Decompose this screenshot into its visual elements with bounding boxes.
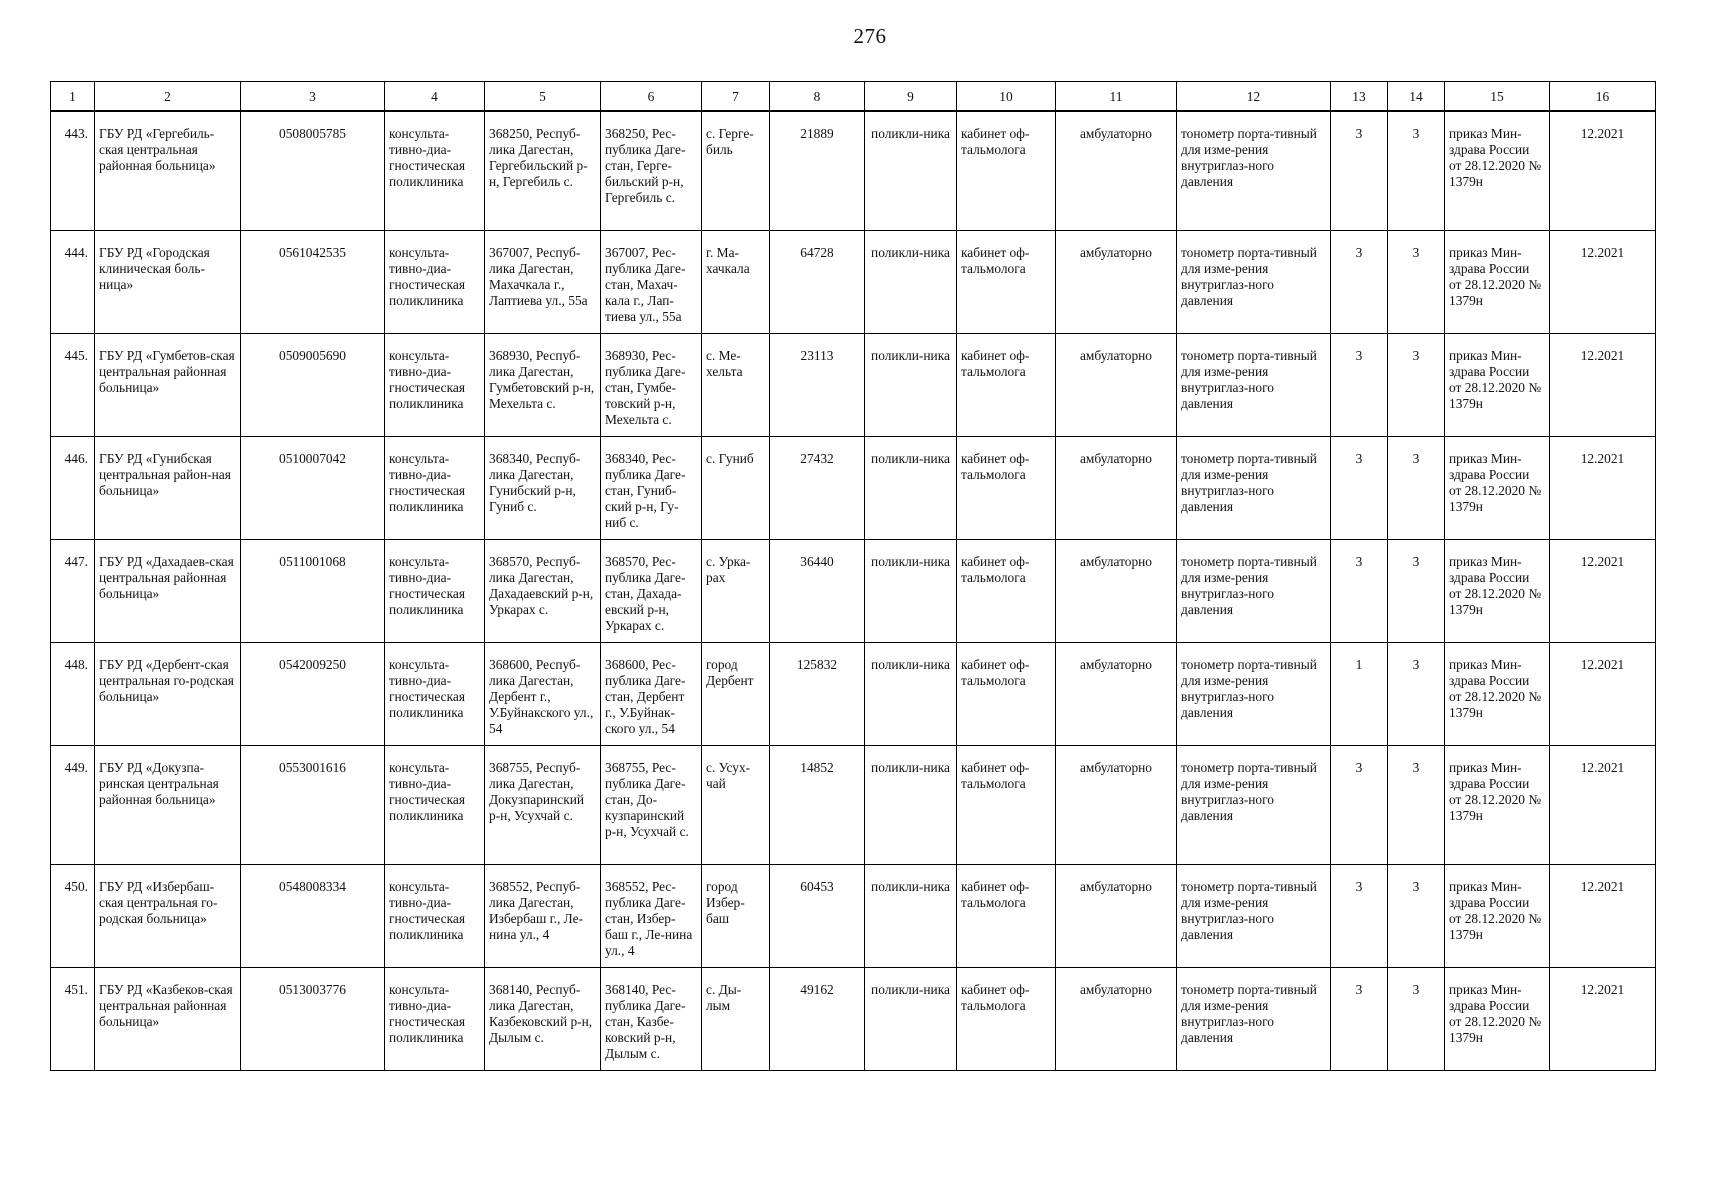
room-cell: кабинет оф-тальмолога — [957, 111, 1056, 230]
unit-cell: поликли-ника — [865, 642, 957, 745]
care-mode-cell: амбулаторно — [1056, 539, 1177, 642]
inn-cell: 0542009250 — [241, 642, 385, 745]
column-number-row — [51, 82, 1656, 112]
care-mode-cell: амбулаторно — [1056, 642, 1177, 745]
organization-name-cell: ГБУ РД «Гергебиль-ская центральная районная больница» — [95, 111, 241, 230]
actual-address-cell: 368140, Рес-публика Даге-стан, Казбе-ковский р-н, Дылым с. — [601, 967, 702, 1070]
registry-table — [50, 81, 1656, 1071]
date-cell: 12.2021 — [1550, 967, 1656, 1070]
inn-cell: 0513003776 — [241, 967, 385, 1070]
legal-address-cell: 368140, Респуб-лика Дагестан, Казбековский р-н, Дылым с. — [485, 967, 601, 1070]
quantity-required-cell: 1 — [1331, 642, 1388, 745]
unit-cell: поликли-ника — [865, 333, 957, 436]
quantity-total-cell: 3 — [1388, 230, 1445, 333]
regulation-cell: приказ Мин-здрава России от 28.12.2020 № 1379н — [1445, 111, 1550, 230]
population-cell: 23113 — [770, 333, 865, 436]
regulation-cell: приказ Мин-здрава России от 28.12.2020 № 1379н — [1445, 230, 1550, 333]
facility-type-cell: консульта-тивно-диа-гностическая поликлиника — [385, 230, 485, 333]
column-number-header: 7 — [702, 82, 770, 112]
column-number-header: 15 — [1445, 82, 1550, 112]
unit-cell: поликли-ника — [865, 230, 957, 333]
room-cell: кабинет оф-тальмолога — [957, 333, 1056, 436]
locality-cell: с. Урка-рах — [702, 539, 770, 642]
regulation-cell: приказ Мин-здрава России от 28.12.2020 № 1379н — [1445, 333, 1550, 436]
table-row — [51, 333, 1656, 436]
inn-cell: 0508005785 — [241, 111, 385, 230]
column-number-header: 10 — [957, 82, 1056, 112]
facility-type-cell: консульта-тивно-диа-гностическая поликлиника — [385, 333, 485, 436]
legal-address-cell: 368570, Респуб-лика Дагестан, Дахадаевский р-н, Уркарах с. — [485, 539, 601, 642]
quantity-total-cell: 3 — [1388, 745, 1445, 864]
population-cell: 21889 — [770, 111, 865, 230]
care-mode-cell: амбулаторно — [1056, 436, 1177, 539]
facility-type-cell: консульта-тивно-диа-гностическая поликлиника — [385, 642, 485, 745]
table-row — [51, 230, 1656, 333]
room-cell: кабинет оф-тальмолога — [957, 230, 1056, 333]
equipment-cell: тонометр порта-тивный для изме-рения внутриглаз-ного давления — [1177, 539, 1331, 642]
inn-cell: 0511001068 — [241, 539, 385, 642]
facility-type-cell: консульта-тивно-диа-гностическая поликлиника — [385, 111, 485, 230]
facility-type-cell: консульта-тивно-диа-гностическая поликлиника — [385, 539, 485, 642]
population-cell: 49162 — [770, 967, 865, 1070]
organization-name-cell: ГБУ РД «Казбеков-ская центральная районная больница» — [95, 967, 241, 1070]
table-body — [51, 111, 1656, 1070]
table-row — [51, 642, 1656, 745]
regulation-cell: приказ Мин-здрава России от 28.12.2020 № 1379н — [1445, 745, 1550, 864]
date-cell: 12.2021 — [1550, 864, 1656, 967]
legal-address-cell: 367007, Респуб-лика Дагестан, Махачкала г., Лаптиева ул., 55а — [485, 230, 601, 333]
room-cell: кабинет оф-тальмолога — [957, 967, 1056, 1070]
actual-address-cell: 368250, Рес-публика Даге-стан, Герге-бильский р-н, Гергебиль с. — [601, 111, 702, 230]
population-cell: 125832 — [770, 642, 865, 745]
quantity-required-cell: 3 — [1331, 864, 1388, 967]
equipment-cell: тонометр порта-тивный для изме-рения внутриглаз-ного давления — [1177, 967, 1331, 1070]
quantity-total-cell: 3 — [1388, 642, 1445, 745]
row-number-cell: 443. — [51, 111, 95, 230]
actual-address-cell: 368755, Рес-публика Даге-стан, До-кузпаринский р-н, Усухчай с. — [601, 745, 702, 864]
room-cell: кабинет оф-тальмолога — [957, 864, 1056, 967]
unit-cell: поликли-ника — [865, 864, 957, 967]
population-cell: 36440 — [770, 539, 865, 642]
legal-address-cell: 368250, Респуб-лика Дагестан, Гергебильский р-н, Гергебиль с. — [485, 111, 601, 230]
care-mode-cell: амбулаторно — [1056, 967, 1177, 1070]
legal-address-cell: 368340, Респуб-лика Дагестан, Гунибский р-н, Гуниб с. — [485, 436, 601, 539]
equipment-cell: тонометр порта-тивный для изме-рения внутриглаз-ного давления — [1177, 864, 1331, 967]
date-cell: 12.2021 — [1550, 111, 1656, 230]
care-mode-cell: амбулаторно — [1056, 111, 1177, 230]
quantity-required-cell: 3 — [1331, 745, 1388, 864]
equipment-cell: тонометр порта-тивный для изме-рения внутриглаз-ного давления — [1177, 111, 1331, 230]
table-row — [51, 864, 1656, 967]
quantity-required-cell: 3 — [1331, 333, 1388, 436]
column-number-header: 6 — [601, 82, 702, 112]
unit-cell: поликли-ника — [865, 111, 957, 230]
column-number-header: 5 — [485, 82, 601, 112]
equipment-cell: тонометр порта-тивный для изме-рения внутриглаз-ного давления — [1177, 230, 1331, 333]
population-cell: 60453 — [770, 864, 865, 967]
column-number-header: 11 — [1056, 82, 1177, 112]
facility-type-cell: консульта-тивно-диа-гностическая поликлиника — [385, 436, 485, 539]
quantity-required-cell: 3 — [1331, 111, 1388, 230]
care-mode-cell: амбулаторно — [1056, 745, 1177, 864]
date-cell: 12.2021 — [1550, 436, 1656, 539]
legal-address-cell: 368552, Респуб-лика Дагестан, Избербаш г., Ле-нина ул., 4 — [485, 864, 601, 967]
locality-cell: г. Ма-хачкала — [702, 230, 770, 333]
column-number-header: 8 — [770, 82, 865, 112]
organization-name-cell: ГБУ РД «Избербаш-ская центральная го-родская больница» — [95, 864, 241, 967]
facility-type-cell: консульта-тивно-диа-гностическая поликлиника — [385, 864, 485, 967]
row-number-cell: 447. — [51, 539, 95, 642]
organization-name-cell: ГБУ РД «Городская клиническая боль-ница» — [95, 230, 241, 333]
actual-address-cell: 368340, Рес-публика Даге-стан, Гуниб-ский р-н, Гу-ниб с. — [601, 436, 702, 539]
date-cell: 12.2021 — [1550, 745, 1656, 864]
quantity-total-cell: 3 — [1388, 111, 1445, 230]
quantity-total-cell: 3 — [1388, 333, 1445, 436]
page-number: 276 — [853, 24, 887, 48]
locality-cell: город Дербент — [702, 642, 770, 745]
room-cell: кабинет оф-тальмолога — [957, 745, 1056, 864]
row-number-cell: 444. — [51, 230, 95, 333]
actual-address-cell: 368552, Рес-публика Даге-стан, Избер-баш г., Ле-нина ул., 4 — [601, 864, 702, 967]
care-mode-cell: амбулаторно — [1056, 333, 1177, 436]
equipment-cell: тонометр порта-тивный для изме-рения внутриглаз-ного давления — [1177, 642, 1331, 745]
table-row — [51, 436, 1656, 539]
date-cell: 12.2021 — [1550, 333, 1656, 436]
column-number-header: 13 — [1331, 82, 1388, 112]
actual-address-cell: 367007, Рес-публика Даге-стан, Махач-кала г., Лап-тиева ул., 55а — [601, 230, 702, 333]
regulation-cell: приказ Мин-здрава России от 28.12.2020 № 1379н — [1445, 864, 1550, 967]
organization-name-cell: ГБУ РД «Докузпа-ринская центральная районная больница» — [95, 745, 241, 864]
regulation-cell: приказ Мин-здрава России от 28.12.2020 № 1379н — [1445, 642, 1550, 745]
legal-address-cell: 368600, Респуб-лика Дагестан, Дербент г., У.Буйнакского ул., 54 — [485, 642, 601, 745]
column-number-header: 3 — [241, 82, 385, 112]
actual-address-cell: 368570, Рес-публика Даге-стан, Дахада-евский р-н, Уркарах с. — [601, 539, 702, 642]
care-mode-cell: амбулаторно — [1056, 230, 1177, 333]
row-number-cell: 448. — [51, 642, 95, 745]
room-cell: кабинет оф-тальмолога — [957, 436, 1056, 539]
regulation-cell: приказ Мин-здрава России от 28.12.2020 № 1379н — [1445, 967, 1550, 1070]
population-cell: 14852 — [770, 745, 865, 864]
date-cell: 12.2021 — [1550, 642, 1656, 745]
table-row — [51, 745, 1656, 864]
care-mode-cell: амбулаторно — [1056, 864, 1177, 967]
quantity-total-cell: 3 — [1388, 967, 1445, 1070]
column-number-header: 14 — [1388, 82, 1445, 112]
unit-cell: поликли-ника — [865, 967, 957, 1070]
quantity-required-cell: 3 — [1331, 539, 1388, 642]
column-number-header: 4 — [385, 82, 485, 112]
organization-name-cell: ГБУ РД «Дахадаев-ская центральная районная больница» — [95, 539, 241, 642]
row-number-cell: 450. — [51, 864, 95, 967]
inn-cell: 0561042535 — [241, 230, 385, 333]
inn-cell: 0548008334 — [241, 864, 385, 967]
quantity-total-cell: 3 — [1388, 864, 1445, 967]
locality-cell: с. Герге-биль — [702, 111, 770, 230]
table-row — [51, 539, 1656, 642]
row-number-cell: 449. — [51, 745, 95, 864]
column-number-header: 2 — [95, 82, 241, 112]
inn-cell: 0553001616 — [241, 745, 385, 864]
date-cell: 12.2021 — [1550, 539, 1656, 642]
organization-name-cell: ГБУ РД «Дербент-ская центральная го-родская больница» — [95, 642, 241, 745]
locality-cell: город Избер-баш — [702, 864, 770, 967]
date-cell: 12.2021 — [1550, 230, 1656, 333]
equipment-cell: тонометр порта-тивный для изме-рения внутриглаз-ного давления — [1177, 745, 1331, 864]
quantity-required-cell: 3 — [1331, 436, 1388, 539]
regulation-cell: приказ Мин-здрава России от 28.12.2020 № 1379н — [1445, 436, 1550, 539]
quantity-total-cell: 3 — [1388, 436, 1445, 539]
quantity-required-cell: 3 — [1331, 230, 1388, 333]
actual-address-cell: 368600, Рес-публика Даге-стан, Дербент г., У.Буйнак-ского ул., 54 — [601, 642, 702, 745]
column-number-header: 12 — [1177, 82, 1331, 112]
legal-address-cell: 368930, Респуб-лика Дагестан, Гумбетовский р-н, Мехельта с. — [485, 333, 601, 436]
quantity-required-cell: 3 — [1331, 967, 1388, 1070]
population-cell: 64728 — [770, 230, 865, 333]
locality-cell: с. Усух-чай — [702, 745, 770, 864]
actual-address-cell: 368930, Рес-публика Даге-стан, Гумбе-товский р-н, Мехельта с. — [601, 333, 702, 436]
legal-address-cell: 368755, Респуб-лика Дагестан, Докузпаринский р-н, Усухчай с. — [485, 745, 601, 864]
column-number-header: 16 — [1550, 82, 1656, 112]
row-number-cell: 446. — [51, 436, 95, 539]
table-row — [51, 967, 1656, 1070]
row-number-cell: 451. — [51, 967, 95, 1070]
locality-cell: с. Гуниб — [702, 436, 770, 539]
equipment-cell: тонометр порта-тивный для изме-рения внутриглаз-ного давления — [1177, 333, 1331, 436]
table-row — [51, 111, 1656, 230]
locality-cell: с. Ды-лым — [702, 967, 770, 1070]
column-number-header: 9 — [865, 82, 957, 112]
facility-type-cell: консульта-тивно-диа-гностическая поликлиника — [385, 967, 485, 1070]
facility-type-cell: консульта-тивно-диа-гностическая поликлиника — [385, 745, 485, 864]
organization-name-cell: ГБУ РД «Гумбетов-ская центральная районная больница» — [95, 333, 241, 436]
unit-cell: поликли-ника — [865, 436, 957, 539]
room-cell: кабинет оф-тальмолога — [957, 539, 1056, 642]
quantity-total-cell: 3 — [1388, 539, 1445, 642]
unit-cell: поликли-ника — [865, 539, 957, 642]
row-number-cell: 445. — [51, 333, 95, 436]
equipment-cell: тонометр порта-тивный для изме-рения внутриглаз-ного давления — [1177, 436, 1331, 539]
regulation-cell: приказ Мин-здрава России от 28.12.2020 № 1379н — [1445, 539, 1550, 642]
room-cell: кабинет оф-тальмолога — [957, 642, 1056, 745]
population-cell: 27432 — [770, 436, 865, 539]
organization-name-cell: ГБУ РД «Гунибская центральная район-ная больница» — [95, 436, 241, 539]
column-number-header: 1 — [51, 82, 95, 112]
inn-cell: 0510007042 — [241, 436, 385, 539]
locality-cell: с. Ме-хельта — [702, 333, 770, 436]
unit-cell: поликли-ника — [865, 745, 957, 864]
inn-cell: 0509005690 — [241, 333, 385, 436]
